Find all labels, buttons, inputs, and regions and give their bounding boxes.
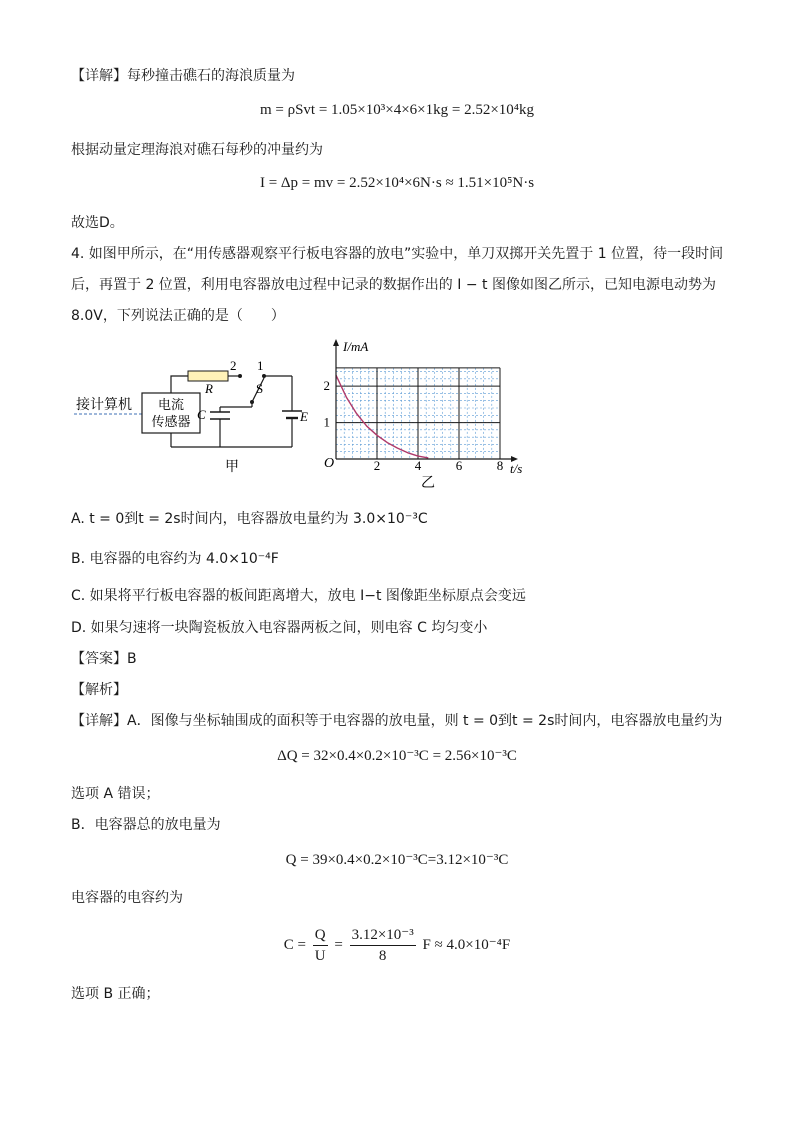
fraction-value: [350, 926, 416, 965]
switch-label: S: [256, 381, 264, 396]
eq5-right: F ≈ 4.0×10⁻⁴F: [422, 936, 511, 953]
resistor-label: R: [205, 381, 213, 396]
y-axis-label: I/mA: [343, 339, 369, 354]
sensor-label-1: 电流: [157, 397, 185, 412]
figure-yi-caption: 乙: [421, 476, 435, 490]
figure-jia-caption: 甲: [225, 460, 239, 475]
option-b: B. 电容器的电容约为 4.0×10⁻⁴F: [71, 551, 279, 567]
circuit-figure-jia: [70, 355, 310, 480]
eq5-left: C =: [283, 936, 306, 953]
detail-label: 【详解】: [71, 68, 127, 84]
fraction-q-over-u: [313, 926, 328, 965]
option-a: A. t = 0到t = 2s时间内，电容器放电量约为 3.0×10⁻³C: [71, 511, 428, 527]
option-c: C. 如果将平行板电容器的板间距离增大，放电 I−t 图像距坐标原点会变远: [71, 588, 526, 604]
capacitance-text: 电容器的电容约为: [71, 890, 183, 906]
it-chart-yi: [318, 335, 538, 490]
detail-text: 每秒撞击礁石的海浪质量为: [127, 68, 295, 84]
equation-delta-q: ΔQ = 32×0.4×0.2×10⁻³C = 2.56×10⁻³C: [277, 748, 517, 764]
fraction-denominator: 8: [378, 948, 387, 964]
question-line-1: 4. 如图甲所示，在“用传感器观察平行板电容器的放电”实验中，单刀双掷开关先置于 1 位置，待一段时间: [71, 246, 724, 262]
fraction-q: Q: [313, 926, 328, 946]
equation-mass: m = ρSvt = 1.05×10³×4×6×1kg = 2.52×10⁴kg: [259, 102, 535, 118]
equation-total-q: Q = 39×0.4×0.2×10⁻³C=3.12×10⁻³C: [285, 852, 509, 868]
fraction-numerator: 3.12×10⁻³: [350, 926, 416, 946]
terminal-1-label: 1: [257, 358, 264, 373]
resistor-R: [188, 371, 228, 381]
to-computer-label: 接计算机: [76, 398, 132, 413]
y-tick-label: 1: [323, 414, 330, 430]
sensor-label-2: 传感器: [151, 414, 191, 429]
eq5-equals: =: [334, 936, 343, 953]
answer-line: [71, 649, 137, 669]
capacitor-label: C: [197, 407, 206, 422]
option-b-right: 选项 B 正确；: [71, 986, 160, 1002]
y-axis-arrow: [333, 339, 339, 346]
x-tick-label: 6: [455, 458, 463, 473]
choose-text: 故选D。: [71, 215, 124, 231]
analysis-label: 【解析】: [71, 682, 127, 698]
option-d: D. 如果匀速将一块陶瓷板放入电容器两板之间，则电容 C 均匀变小: [71, 620, 488, 636]
discharge-curve: [336, 375, 428, 458]
answer-label: 【答案】: [71, 651, 127, 667]
answer-value: B: [127, 651, 137, 667]
option-a-wrong: 选项 A 错误；: [71, 786, 160, 802]
battery-label: E: [300, 409, 308, 424]
momentum-text: 根据动量定理海浪对礁石每秒的冲量约为: [71, 142, 323, 158]
detail-b-line: B．电容器总的放电量为: [71, 817, 221, 833]
question-line-2: 后，再置于 2 位置，利用电容器放电过程中记录的数据作出的 I − t 图像如图乙所示，已知电源电动势为: [71, 277, 716, 293]
detail-a-line: 【详解】A．图像与坐标轴围成的面积等于电容器的放电量，则 t = 0到t = 2s时间内，电容器放电量约为: [71, 713, 723, 729]
x-axis-label: t/s: [510, 461, 523, 476]
equation-capacitance: [0, 926, 794, 965]
origin-label: O: [324, 456, 335, 471]
x-tick-label: 8: [496, 458, 504, 473]
equation-impulse: I = Δp = mv = 2.52×10⁴×6N·s ≈ 1.51×10⁵N·s: [259, 175, 535, 191]
x-tick-label: 2: [373, 458, 381, 473]
terminal-2-label: 2: [230, 358, 237, 373]
detail-paragraph: [71, 66, 295, 86]
y-tick-label: 2: [323, 378, 330, 394]
question-line-3: 8.0V，下列说法正确的是（ ）: [71, 308, 285, 324]
x-tick-label: 4: [414, 458, 422, 473]
fraction-u: U: [314, 948, 326, 964]
